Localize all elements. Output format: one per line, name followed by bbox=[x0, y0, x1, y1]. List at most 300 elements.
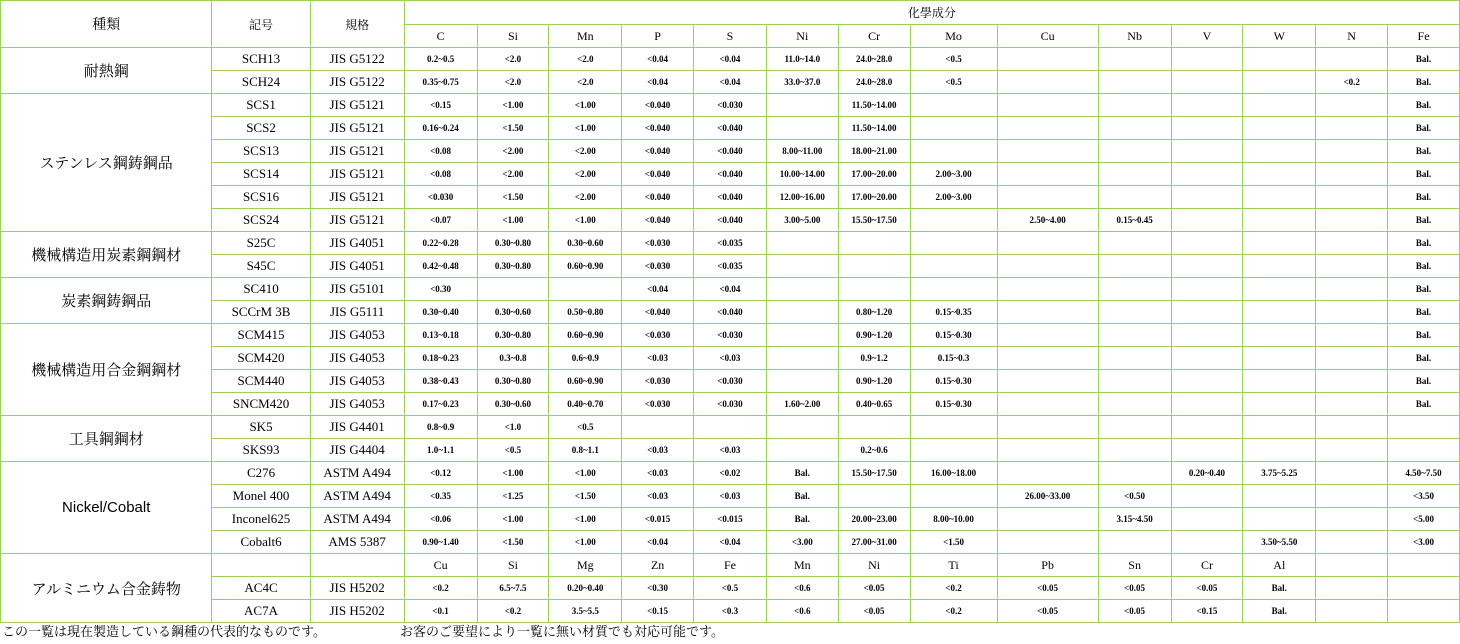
value-cell: <0.2 bbox=[910, 577, 997, 600]
value-cell bbox=[1098, 531, 1171, 554]
value-cell: 0.17~0.23 bbox=[404, 393, 477, 416]
value-cell bbox=[1171, 48, 1243, 71]
value-cell: 0.8~0.9 bbox=[404, 416, 477, 439]
value-cell: <0.15 bbox=[1171, 600, 1243, 623]
value-cell bbox=[766, 232, 838, 255]
aluminum-element-header: Pb bbox=[997, 554, 1098, 577]
symbol-cell: SCCrM 3B bbox=[212, 301, 310, 324]
value-cell: 0.20~0.40 bbox=[549, 577, 622, 600]
value-cell: 17.00~20.00 bbox=[838, 163, 910, 186]
value-cell: <3.00 bbox=[1388, 531, 1460, 554]
standard-cell: JIS G4053 bbox=[310, 393, 404, 416]
table-row bbox=[1, 600, 1460, 623]
value-cell: <0.05 bbox=[997, 577, 1098, 600]
value-cell bbox=[1243, 324, 1316, 347]
value-cell bbox=[997, 324, 1098, 347]
value-cell: 0.13~0.18 bbox=[404, 324, 477, 347]
value-cell bbox=[1171, 508, 1243, 531]
value-cell: <2.00 bbox=[477, 140, 549, 163]
value-cell bbox=[1171, 209, 1243, 232]
value-cell: <2.00 bbox=[549, 140, 622, 163]
element-header-nb: Nb bbox=[1098, 25, 1171, 48]
value-cell bbox=[1171, 347, 1243, 370]
value-cell: <0.05 bbox=[838, 577, 910, 600]
value-cell bbox=[766, 324, 838, 347]
value-cell: 0.3~0.8 bbox=[477, 347, 549, 370]
value-cell bbox=[1316, 370, 1388, 393]
table-row bbox=[1, 439, 1460, 462]
value-cell bbox=[910, 232, 997, 255]
value-cell: <0.040 bbox=[622, 209, 694, 232]
footer-notes bbox=[2, 623, 1458, 643]
value-cell: 0.40~0.65 bbox=[838, 393, 910, 416]
value-cell: Bal. bbox=[1388, 255, 1460, 278]
value-cell bbox=[1171, 94, 1243, 117]
value-cell: <0.04 bbox=[694, 531, 767, 554]
symbol-cell: C276 bbox=[212, 462, 310, 485]
value-cell bbox=[1243, 255, 1316, 278]
value-cell: 0.90~1.40 bbox=[404, 531, 477, 554]
value-cell bbox=[1171, 531, 1243, 554]
value-cell: <0.015 bbox=[694, 508, 767, 531]
value-cell bbox=[1316, 324, 1388, 347]
value-cell bbox=[1171, 163, 1243, 186]
value-cell bbox=[997, 531, 1098, 554]
symbol-cell: SCM440 bbox=[212, 370, 310, 393]
value-cell: Bal. bbox=[766, 462, 838, 485]
value-cell bbox=[1098, 347, 1171, 370]
value-cell bbox=[1171, 186, 1243, 209]
aluminum-element-header: Ti bbox=[910, 554, 997, 577]
value-cell bbox=[1098, 71, 1171, 94]
value-cell: <0.030 bbox=[622, 324, 694, 347]
standard-cell: JIS H5202 bbox=[310, 600, 404, 623]
value-cell: 0.38~0.43 bbox=[404, 370, 477, 393]
standard-cell: JIS G5122 bbox=[310, 71, 404, 94]
value-cell: <0.2 bbox=[404, 577, 477, 600]
symbol-cell: SCS2 bbox=[212, 117, 310, 140]
value-cell: <0.03 bbox=[694, 439, 767, 462]
value-cell bbox=[997, 48, 1098, 71]
value-cell bbox=[1171, 117, 1243, 140]
value-cell: 0.30~0.60 bbox=[477, 301, 549, 324]
value-cell: 15.50~17.50 bbox=[838, 209, 910, 232]
value-cell bbox=[1171, 393, 1243, 416]
value-cell: Bal. bbox=[1243, 600, 1316, 623]
value-cell bbox=[1171, 416, 1243, 439]
value-cell bbox=[1171, 324, 1243, 347]
symbol-cell: AC4C bbox=[212, 577, 310, 600]
value-cell: 2.50~4.00 bbox=[997, 209, 1098, 232]
value-cell: <0.030 bbox=[694, 393, 767, 416]
value-cell: <0.040 bbox=[622, 301, 694, 324]
value-cell bbox=[1098, 117, 1171, 140]
standard-cell: JIS G5121 bbox=[310, 140, 404, 163]
value-cell bbox=[1243, 278, 1316, 301]
value-cell bbox=[1098, 94, 1171, 117]
table-row bbox=[1, 278, 1460, 301]
value-cell: <0.040 bbox=[622, 186, 694, 209]
table-row bbox=[1, 140, 1460, 163]
category-cell: ステンレス鋼鋳鋼品 bbox=[1, 94, 212, 232]
element-header-s: S bbox=[694, 25, 767, 48]
value-cell: <0.04 bbox=[694, 71, 767, 94]
value-cell bbox=[1316, 462, 1388, 485]
standard-cell: JIS H5202 bbox=[310, 577, 404, 600]
table-row bbox=[1, 508, 1460, 531]
value-cell: <0.5 bbox=[549, 416, 622, 439]
value-cell: 0.16~0.24 bbox=[404, 117, 477, 140]
element-header-mn: Mn bbox=[549, 25, 622, 48]
standard-cell: ASTM A494 bbox=[310, 485, 404, 508]
value-cell: <1.00 bbox=[549, 209, 622, 232]
value-cell bbox=[838, 416, 910, 439]
standard-cell: JIS G5121 bbox=[310, 209, 404, 232]
value-cell: 3.00~5.00 bbox=[766, 209, 838, 232]
value-cell bbox=[622, 416, 694, 439]
element-header-cr: Cr bbox=[838, 25, 910, 48]
value-cell: <0.04 bbox=[694, 278, 767, 301]
value-cell: Bal. bbox=[1388, 209, 1460, 232]
value-cell: <1.0 bbox=[477, 416, 549, 439]
element-header-fe: Fe bbox=[1388, 25, 1460, 48]
aluminum-element-header: Ni bbox=[838, 554, 910, 577]
value-cell bbox=[1098, 48, 1171, 71]
symbol-cell: SCH24 bbox=[212, 71, 310, 94]
value-cell: Bal. bbox=[1388, 370, 1460, 393]
value-cell bbox=[838, 255, 910, 278]
value-cell: <0.07 bbox=[404, 209, 477, 232]
value-cell: <0.040 bbox=[622, 94, 694, 117]
value-cell bbox=[997, 163, 1098, 186]
value-cell: <0.030 bbox=[694, 324, 767, 347]
table-row bbox=[1, 416, 1460, 439]
value-cell: Bal. bbox=[1243, 577, 1316, 600]
value-cell bbox=[1171, 301, 1243, 324]
value-cell: <0.030 bbox=[622, 255, 694, 278]
value-cell: <0.04 bbox=[694, 48, 767, 71]
symbol-cell: SKS93 bbox=[212, 439, 310, 462]
value-cell: Bal. bbox=[1388, 117, 1460, 140]
element-header-c: C bbox=[404, 25, 477, 48]
value-cell bbox=[1243, 48, 1316, 71]
value-cell bbox=[1243, 416, 1316, 439]
value-cell bbox=[766, 255, 838, 278]
value-cell: <2.00 bbox=[477, 163, 549, 186]
table-row bbox=[1, 232, 1460, 255]
value-cell: <0.04 bbox=[622, 531, 694, 554]
value-cell: <0.03 bbox=[694, 485, 767, 508]
value-cell: <2.0 bbox=[549, 71, 622, 94]
symbol-cell: SC410 bbox=[212, 278, 310, 301]
value-cell: Bal. bbox=[1388, 94, 1460, 117]
value-cell: <0.6 bbox=[766, 577, 838, 600]
symbol-cell: Cobalt6 bbox=[212, 531, 310, 554]
value-cell bbox=[1316, 209, 1388, 232]
value-cell bbox=[1388, 416, 1460, 439]
value-cell bbox=[766, 278, 838, 301]
value-cell: 0.60~0.90 bbox=[549, 370, 622, 393]
value-cell: <0.30 bbox=[404, 278, 477, 301]
value-cell: 24.0~28.0 bbox=[838, 71, 910, 94]
table-row bbox=[1, 209, 1460, 232]
value-cell: <0.03 bbox=[622, 439, 694, 462]
value-cell: <0.1 bbox=[404, 600, 477, 623]
value-cell: <1.50 bbox=[477, 117, 549, 140]
value-cell bbox=[1316, 94, 1388, 117]
aluminum-element-header: Fe bbox=[694, 554, 767, 577]
value-cell: <0.35 bbox=[404, 485, 477, 508]
value-cell: <0.15 bbox=[622, 600, 694, 623]
empty-cell bbox=[310, 554, 404, 577]
value-cell bbox=[997, 278, 1098, 301]
value-cell: 27.00~31.00 bbox=[838, 531, 910, 554]
value-cell: <0.03 bbox=[622, 485, 694, 508]
table-row bbox=[1, 393, 1460, 416]
table-row bbox=[1, 48, 1460, 71]
symbol-cell: Inconel625 bbox=[212, 508, 310, 531]
value-cell: 11.50~14.00 bbox=[838, 94, 910, 117]
value-cell: <0.12 bbox=[404, 462, 477, 485]
value-cell: <2.00 bbox=[549, 163, 622, 186]
value-cell: <0.02 bbox=[694, 462, 767, 485]
element-header-w: W bbox=[1243, 25, 1316, 48]
table-row bbox=[1, 186, 1460, 209]
header-category: 種類 bbox=[1, 1, 212, 48]
value-cell bbox=[910, 278, 997, 301]
value-cell bbox=[1316, 485, 1388, 508]
value-cell bbox=[1243, 393, 1316, 416]
value-cell: <3.00 bbox=[766, 531, 838, 554]
value-cell bbox=[838, 232, 910, 255]
value-cell: <1.00 bbox=[477, 209, 549, 232]
value-cell bbox=[1243, 71, 1316, 94]
value-cell bbox=[1243, 209, 1316, 232]
value-cell bbox=[549, 278, 622, 301]
element-header-cu: Cu bbox=[997, 25, 1098, 48]
value-cell: 12.00~16.00 bbox=[766, 186, 838, 209]
value-cell bbox=[1243, 186, 1316, 209]
value-cell bbox=[1171, 485, 1243, 508]
value-cell bbox=[1098, 255, 1171, 278]
value-cell bbox=[766, 439, 838, 462]
value-cell: 3.75~5.25 bbox=[1243, 462, 1316, 485]
value-cell bbox=[766, 94, 838, 117]
value-cell: 0.60~0.90 bbox=[549, 324, 622, 347]
value-cell: 11.50~14.00 bbox=[838, 117, 910, 140]
value-cell: Bal. bbox=[1388, 301, 1460, 324]
value-cell: 8.00~11.00 bbox=[766, 140, 838, 163]
value-cell bbox=[997, 370, 1098, 393]
category-cell: Nickel/Cobalt bbox=[1, 462, 212, 554]
value-cell: <0.03 bbox=[622, 347, 694, 370]
value-cell bbox=[838, 485, 910, 508]
value-cell bbox=[477, 278, 549, 301]
value-cell bbox=[1171, 278, 1243, 301]
value-cell: <2.0 bbox=[477, 48, 549, 71]
value-cell: <0.030 bbox=[622, 393, 694, 416]
value-cell bbox=[997, 255, 1098, 278]
value-cell: <0.05 bbox=[1098, 600, 1171, 623]
standard-cell: JIS G4053 bbox=[310, 370, 404, 393]
value-cell bbox=[1098, 301, 1171, 324]
value-cell bbox=[1316, 163, 1388, 186]
value-cell: 0.15~0.30 bbox=[910, 370, 997, 393]
value-cell bbox=[1316, 531, 1388, 554]
table-row bbox=[1, 370, 1460, 393]
value-cell: 0.15~0.30 bbox=[910, 324, 997, 347]
value-cell: <0.08 bbox=[404, 163, 477, 186]
table-row bbox=[1, 531, 1460, 554]
table-row bbox=[1, 94, 1460, 117]
value-cell: Bal. bbox=[1388, 163, 1460, 186]
element-header-si: Si bbox=[477, 25, 549, 48]
value-cell bbox=[1243, 508, 1316, 531]
value-cell bbox=[1098, 163, 1171, 186]
value-cell bbox=[1316, 255, 1388, 278]
value-cell: <0.3 bbox=[694, 600, 767, 623]
value-cell: Bal. bbox=[1388, 393, 1460, 416]
aluminum-element-header: Cu bbox=[404, 554, 477, 577]
value-cell: 0.90~1.20 bbox=[838, 370, 910, 393]
value-cell bbox=[997, 439, 1098, 462]
value-cell: <0.03 bbox=[694, 347, 767, 370]
value-cell: 26.00~33.00 bbox=[997, 485, 1098, 508]
value-cell bbox=[1098, 324, 1171, 347]
value-cell: 1.60~2.00 bbox=[766, 393, 838, 416]
value-cell: <0.040 bbox=[694, 117, 767, 140]
symbol-cell: SCS14 bbox=[212, 163, 310, 186]
standard-cell: JIS G5122 bbox=[310, 48, 404, 71]
value-cell: <0.035 bbox=[694, 255, 767, 278]
value-cell bbox=[1316, 416, 1388, 439]
value-cell bbox=[997, 117, 1098, 140]
symbol-cell: SCS1 bbox=[212, 94, 310, 117]
value-cell: <0.040 bbox=[694, 186, 767, 209]
header-composition: 化學成分 bbox=[404, 1, 1459, 25]
aluminum-header-row bbox=[1, 554, 1460, 577]
value-cell bbox=[997, 232, 1098, 255]
value-cell bbox=[997, 94, 1098, 117]
value-cell: <0.5 bbox=[910, 48, 997, 71]
value-cell: 15.50~17.50 bbox=[838, 462, 910, 485]
value-cell bbox=[1171, 140, 1243, 163]
value-cell bbox=[766, 347, 838, 370]
value-cell bbox=[1171, 232, 1243, 255]
category-cell: 工具鋼鋼材 bbox=[1, 416, 212, 462]
value-cell: Bal. bbox=[766, 485, 838, 508]
standard-cell: JIS G5101 bbox=[310, 278, 404, 301]
symbol-cell: SK5 bbox=[212, 416, 310, 439]
category-cell: 炭素鋼鋳鋼品 bbox=[1, 278, 212, 324]
value-cell bbox=[910, 140, 997, 163]
value-cell: 17.00~20.00 bbox=[838, 186, 910, 209]
value-cell: <0.50 bbox=[1098, 485, 1171, 508]
value-cell: 24.0~28.0 bbox=[838, 48, 910, 71]
value-cell bbox=[1388, 577, 1460, 600]
value-cell bbox=[1316, 186, 1388, 209]
value-cell: 3.50~5.50 bbox=[1243, 531, 1316, 554]
value-cell: 18.00~21.00 bbox=[838, 140, 910, 163]
value-cell: 0.20~0.40 bbox=[1171, 462, 1243, 485]
value-cell: <0.05 bbox=[1171, 577, 1243, 600]
standard-cell: JIS G4401 bbox=[310, 416, 404, 439]
value-cell: Bal. bbox=[1388, 324, 1460, 347]
value-cell bbox=[1316, 278, 1388, 301]
value-cell bbox=[1316, 301, 1388, 324]
symbol-cell: S45C bbox=[212, 255, 310, 278]
value-cell bbox=[1098, 278, 1171, 301]
value-cell: <0.040 bbox=[694, 209, 767, 232]
table-row bbox=[1, 71, 1460, 94]
aluminum-element-header: Mn bbox=[766, 554, 838, 577]
value-cell: 0.80~1.20 bbox=[838, 301, 910, 324]
value-cell: <0.5 bbox=[694, 577, 767, 600]
value-cell: <0.030 bbox=[404, 186, 477, 209]
value-cell: 10.00~14.00 bbox=[766, 163, 838, 186]
value-cell: <0.08 bbox=[404, 140, 477, 163]
value-cell bbox=[997, 140, 1098, 163]
value-cell bbox=[997, 416, 1098, 439]
value-cell: <0.30 bbox=[622, 577, 694, 600]
value-cell: <0.6 bbox=[766, 600, 838, 623]
value-cell: <1.00 bbox=[549, 531, 622, 554]
table-row bbox=[1, 485, 1460, 508]
value-cell: 0.6~0.9 bbox=[549, 347, 622, 370]
value-cell bbox=[1098, 140, 1171, 163]
value-cell bbox=[1316, 347, 1388, 370]
value-cell bbox=[1243, 370, 1316, 393]
value-cell bbox=[997, 393, 1098, 416]
value-cell bbox=[1098, 439, 1171, 462]
aluminum-element-header: Cr bbox=[1171, 554, 1243, 577]
value-cell: 8.00~10.00 bbox=[910, 508, 997, 531]
value-cell: 20.00~23.00 bbox=[838, 508, 910, 531]
value-cell bbox=[997, 508, 1098, 531]
value-cell: <0.030 bbox=[694, 94, 767, 117]
value-cell bbox=[1316, 393, 1388, 416]
value-cell: 0.15~0.30 bbox=[910, 393, 997, 416]
category-cell: アルミニウム合金鋳物 bbox=[1, 554, 212, 623]
value-cell: <0.030 bbox=[694, 370, 767, 393]
value-cell: Bal. bbox=[1388, 278, 1460, 301]
value-cell: 11.0~14.0 bbox=[766, 48, 838, 71]
element-header-ni: Ni bbox=[766, 25, 838, 48]
value-cell: Bal. bbox=[1388, 140, 1460, 163]
value-cell bbox=[1243, 301, 1316, 324]
value-cell bbox=[997, 71, 1098, 94]
value-cell bbox=[1316, 600, 1388, 623]
aluminum-element-header: Si bbox=[477, 554, 549, 577]
aluminum-element-header: Al bbox=[1243, 554, 1316, 577]
value-cell: 0.90~1.20 bbox=[838, 324, 910, 347]
value-cell bbox=[1098, 186, 1171, 209]
value-cell: 0.15~0.35 bbox=[910, 301, 997, 324]
standard-cell: JIS G4404 bbox=[310, 439, 404, 462]
value-cell: <1.00 bbox=[549, 117, 622, 140]
value-cell: 16.00~18.00 bbox=[910, 462, 997, 485]
value-cell: 3.5~5.5 bbox=[549, 600, 622, 623]
value-cell bbox=[766, 370, 838, 393]
header-symbol: 記号 bbox=[212, 1, 310, 48]
empty-cell bbox=[212, 554, 310, 577]
value-cell bbox=[1388, 439, 1460, 462]
value-cell bbox=[1098, 393, 1171, 416]
value-cell bbox=[1171, 370, 1243, 393]
value-cell bbox=[997, 462, 1098, 485]
value-cell: 1.0~1.1 bbox=[404, 439, 477, 462]
value-cell bbox=[1316, 48, 1388, 71]
